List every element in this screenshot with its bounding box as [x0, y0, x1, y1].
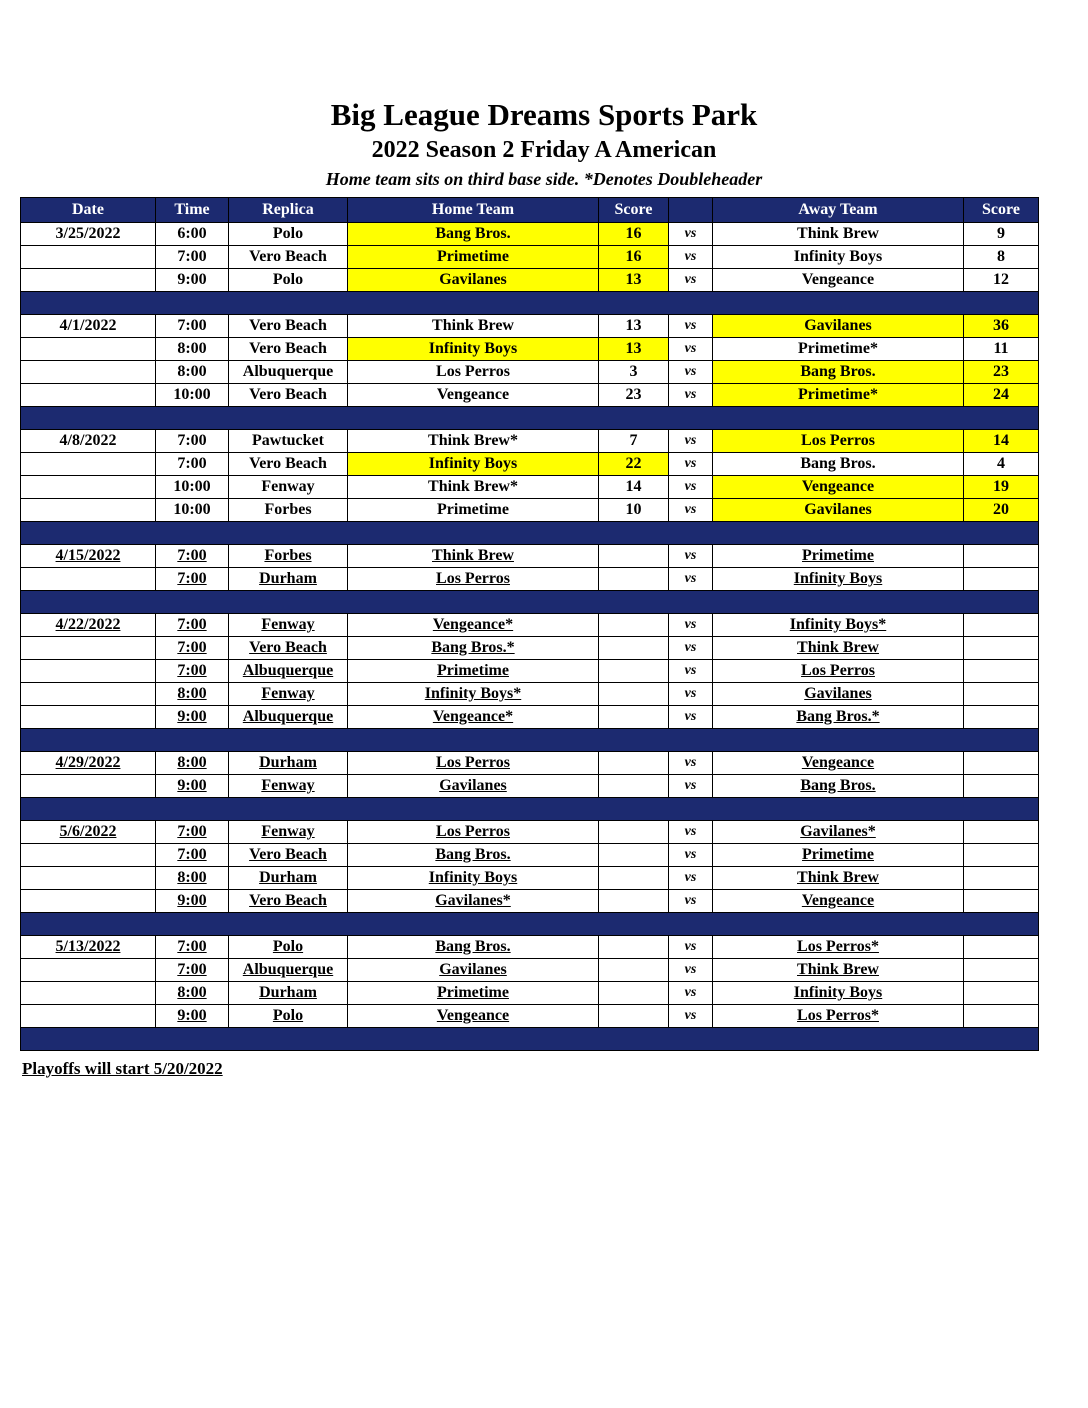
vs-label: vs	[669, 706, 713, 729]
header-date: Date	[21, 198, 156, 223]
away-score-cell	[964, 568, 1039, 591]
away-score-cell	[964, 890, 1039, 913]
away-team-cell: Infinity Boys	[713, 982, 964, 1005]
game-row	[21, 959, 1039, 982]
away-score-cell	[964, 660, 1039, 683]
date-cell	[21, 453, 156, 476]
away-team-cell: Infinity Boys*	[713, 614, 964, 637]
home-team-cell: Think Brew	[348, 545, 599, 568]
away-score-cell: 23	[964, 361, 1039, 384]
game-row	[21, 430, 1039, 453]
vs-label: vs	[669, 223, 713, 246]
game-row	[21, 844, 1039, 867]
vs-label: vs	[669, 775, 713, 798]
separator-bar	[21, 522, 1039, 545]
time-cell: 7:00	[156, 614, 229, 637]
replica-cell: Polo	[229, 1005, 348, 1028]
group-separator	[21, 522, 1039, 545]
home-team-cell: Los Perros	[348, 821, 599, 844]
home-score-cell: 13	[599, 315, 669, 338]
away-score-cell: 20	[964, 499, 1039, 522]
home-team-cell: Infinity Boys	[348, 338, 599, 361]
game-row	[21, 476, 1039, 499]
vs-label: vs	[669, 315, 713, 338]
separator-bar	[21, 798, 1039, 821]
vs-label: vs	[669, 844, 713, 867]
date-cell: 3/25/2022	[21, 223, 156, 246]
vs-label: vs	[669, 453, 713, 476]
time-cell: 8:00	[156, 361, 229, 384]
away-team-cell: Think Brew	[713, 637, 964, 660]
schedule-table	[20, 197, 1039, 1051]
header-replica: Replica	[229, 198, 348, 223]
home-score-cell	[599, 614, 669, 637]
replica-cell: Vero Beach	[229, 637, 348, 660]
home-team-cell: Bang Bros.	[348, 844, 599, 867]
away-score-cell: 24	[964, 384, 1039, 407]
vs-label: vs	[669, 476, 713, 499]
home-team-cell: Think Brew	[348, 315, 599, 338]
away-score-cell	[964, 637, 1039, 660]
away-team-cell: Gavilanes	[713, 499, 964, 522]
away-score-cell	[964, 706, 1039, 729]
away-team-cell: Primetime	[713, 844, 964, 867]
home-team-cell: Los Perros	[348, 568, 599, 591]
table-header-row	[21, 198, 1039, 223]
away-score-cell	[964, 752, 1039, 775]
date-cell	[21, 1005, 156, 1028]
game-row	[21, 361, 1039, 384]
time-cell: 7:00	[156, 453, 229, 476]
group-separator	[21, 798, 1039, 821]
vs-label: vs	[669, 1005, 713, 1028]
away-score-cell: 9	[964, 223, 1039, 246]
away-score-cell: 4	[964, 453, 1039, 476]
date-cell	[21, 844, 156, 867]
replica-cell: Polo	[229, 269, 348, 292]
away-score-cell: 19	[964, 476, 1039, 499]
group-separator	[21, 292, 1039, 315]
date-cell: 4/29/2022	[21, 752, 156, 775]
separator-bar	[21, 292, 1039, 315]
game-row	[21, 660, 1039, 683]
time-cell: 7:00	[156, 821, 229, 844]
home-score-cell	[599, 637, 669, 660]
time-cell: 8:00	[156, 867, 229, 890]
replica-cell: Fenway	[229, 614, 348, 637]
page-subtitle: 2022 Season 2 Friday A American	[371, 136, 717, 163]
away-score-cell	[964, 936, 1039, 959]
home-team-cell: Vengeance*	[348, 614, 599, 637]
time-cell: 7:00	[156, 637, 229, 660]
away-team-cell: Think Brew	[713, 223, 964, 246]
vs-label: vs	[669, 430, 713, 453]
replica-cell: Vero Beach	[229, 844, 348, 867]
home-team-cell: Los Perros	[348, 361, 599, 384]
away-team-cell: Gavilanes*	[713, 821, 964, 844]
replica-cell: Fenway	[229, 683, 348, 706]
home-team-cell: Infinity Boys*	[348, 683, 599, 706]
away-team-cell: Bang Bros.	[713, 775, 964, 798]
replica-cell: Polo	[229, 223, 348, 246]
vs-label: vs	[669, 499, 713, 522]
date-cell: 4/1/2022	[21, 315, 156, 338]
vs-label: vs	[669, 361, 713, 384]
header-away-score: Score	[964, 198, 1039, 223]
date-cell	[21, 775, 156, 798]
home-team-cell: Primetime	[348, 660, 599, 683]
header-away-team: Away Team	[713, 198, 964, 223]
time-cell: 8:00	[156, 683, 229, 706]
time-cell: 9:00	[156, 269, 229, 292]
home-team-cell: Vengeance*	[348, 706, 599, 729]
vs-label: vs	[669, 982, 713, 1005]
header-time: Time	[156, 198, 229, 223]
home-team-cell: Vengeance	[348, 384, 599, 407]
game-row	[21, 614, 1039, 637]
replica-cell: Albuquerque	[229, 706, 348, 729]
home-score-cell	[599, 775, 669, 798]
game-row	[21, 499, 1039, 522]
away-score-cell	[964, 545, 1039, 568]
away-score-cell: 36	[964, 315, 1039, 338]
separator-bar	[21, 1028, 1039, 1051]
home-team-cell: Gavilanes	[348, 959, 599, 982]
away-team-cell: Vengeance	[713, 752, 964, 775]
away-score-cell	[964, 1005, 1039, 1028]
date-cell	[21, 660, 156, 683]
time-cell: 8:00	[156, 982, 229, 1005]
away-score-cell: 11	[964, 338, 1039, 361]
away-team-cell: Bang Bros.	[713, 453, 964, 476]
date-cell: 5/6/2022	[21, 821, 156, 844]
date-cell	[21, 361, 156, 384]
home-team-cell: Bang Bros.	[348, 223, 599, 246]
time-cell: 8:00	[156, 338, 229, 361]
away-team-cell: Los Perros*	[713, 1005, 964, 1028]
date-cell	[21, 269, 156, 292]
header-home-team: Home Team	[348, 198, 599, 223]
home-score-cell: 23	[599, 384, 669, 407]
away-team-cell: Gavilanes	[713, 683, 964, 706]
away-score-cell	[964, 821, 1039, 844]
group-separator	[21, 1028, 1039, 1051]
away-team-cell: Los Perros	[713, 430, 964, 453]
header-vs	[669, 198, 713, 223]
home-score-cell	[599, 706, 669, 729]
game-row	[21, 315, 1039, 338]
date-cell	[21, 384, 156, 407]
away-score-cell	[964, 867, 1039, 890]
replica-cell: Durham	[229, 752, 348, 775]
time-cell: 7:00	[156, 246, 229, 269]
replica-cell: Polo	[229, 936, 348, 959]
date-cell	[21, 890, 156, 913]
away-team-cell: Los Perros	[713, 660, 964, 683]
vs-label: vs	[669, 683, 713, 706]
vs-label: vs	[669, 890, 713, 913]
playoffs-note: Playoffs will start 5/20/2022	[22, 1059, 223, 1079]
home-team-cell: Primetime	[348, 246, 599, 269]
vs-label: vs	[669, 338, 713, 361]
replica-cell: Albuquerque	[229, 959, 348, 982]
vs-label: vs	[669, 568, 713, 591]
home-score-cell: 16	[599, 246, 669, 269]
date-cell	[21, 982, 156, 1005]
replica-cell: Durham	[229, 867, 348, 890]
away-score-cell	[964, 683, 1039, 706]
home-team-cell: Vengeance	[348, 1005, 599, 1028]
replica-cell: Forbes	[229, 545, 348, 568]
date-cell	[21, 637, 156, 660]
away-team-cell: Think Brew	[713, 867, 964, 890]
page-title: Big League Dreams Sports Park	[330, 97, 758, 132]
home-team-cell: Bang Bros.	[348, 936, 599, 959]
home-score-cell	[599, 752, 669, 775]
date-cell	[21, 683, 156, 706]
away-team-cell: Infinity Boys	[713, 568, 964, 591]
time-cell: 7:00	[156, 568, 229, 591]
home-team-cell: Gavilanes	[348, 269, 599, 292]
page-note: Home team sits on third base side. *Denotes Doubleheader	[325, 169, 763, 190]
game-row	[21, 890, 1039, 913]
vs-label: vs	[669, 545, 713, 568]
game-row	[21, 982, 1039, 1005]
time-cell: 10:00	[156, 476, 229, 499]
time-cell: 9:00	[156, 1005, 229, 1028]
away-team-cell: Gavilanes	[713, 315, 964, 338]
game-row	[21, 545, 1039, 568]
away-team-cell: Vengeance	[713, 890, 964, 913]
home-score-cell	[599, 844, 669, 867]
vs-label: vs	[669, 752, 713, 775]
time-cell: 7:00	[156, 660, 229, 683]
date-cell	[21, 959, 156, 982]
date-cell: 4/8/2022	[21, 430, 156, 453]
home-score-cell	[599, 982, 669, 1005]
replica-cell: Vero Beach	[229, 453, 348, 476]
home-score-cell	[599, 867, 669, 890]
away-score-cell	[964, 982, 1039, 1005]
home-team-cell: Bang Bros.*	[348, 637, 599, 660]
time-cell: 10:00	[156, 384, 229, 407]
home-team-cell: Infinity Boys	[348, 867, 599, 890]
time-cell: 7:00	[156, 844, 229, 867]
away-score-cell	[964, 844, 1039, 867]
separator-bar	[21, 729, 1039, 752]
group-separator	[21, 407, 1039, 430]
date-cell	[21, 476, 156, 499]
vs-label: vs	[669, 959, 713, 982]
away-team-cell: Primetime*	[713, 384, 964, 407]
header-home-score: Score	[599, 198, 669, 223]
game-row	[21, 453, 1039, 476]
home-score-cell	[599, 936, 669, 959]
separator-bar	[21, 407, 1039, 430]
separator-bar	[21, 591, 1039, 614]
time-cell: 7:00	[156, 545, 229, 568]
time-cell: 9:00	[156, 775, 229, 798]
away-score-cell: 8	[964, 246, 1039, 269]
date-cell	[21, 867, 156, 890]
game-row	[21, 246, 1039, 269]
home-score-cell: 10	[599, 499, 669, 522]
home-score-cell: 13	[599, 269, 669, 292]
time-cell: 10:00	[156, 499, 229, 522]
away-score-cell: 14	[964, 430, 1039, 453]
home-score-cell	[599, 683, 669, 706]
replica-cell: Vero Beach	[229, 246, 348, 269]
home-score-cell	[599, 660, 669, 683]
date-cell	[21, 246, 156, 269]
date-cell: 4/15/2022	[21, 545, 156, 568]
home-score-cell	[599, 821, 669, 844]
time-cell: 7:00	[156, 315, 229, 338]
date-cell	[21, 706, 156, 729]
time-cell: 7:00	[156, 936, 229, 959]
vs-label: vs	[669, 867, 713, 890]
time-cell: 7:00	[156, 430, 229, 453]
away-team-cell: Infinity Boys	[713, 246, 964, 269]
date-cell: 5/13/2022	[21, 936, 156, 959]
game-row	[21, 683, 1039, 706]
replica-cell: Fenway	[229, 476, 348, 499]
replica-cell: Forbes	[229, 499, 348, 522]
vs-label: vs	[669, 384, 713, 407]
away-team-cell: Primetime*	[713, 338, 964, 361]
away-score-cell	[964, 775, 1039, 798]
date-cell	[21, 499, 156, 522]
replica-cell: Fenway	[229, 821, 348, 844]
replica-cell: Pawtucket	[229, 430, 348, 453]
game-row	[21, 269, 1039, 292]
home-score-cell	[599, 568, 669, 591]
away-team-cell: Los Perros*	[713, 936, 964, 959]
home-score-cell: 7	[599, 430, 669, 453]
home-score-cell: 22	[599, 453, 669, 476]
vs-label: vs	[669, 936, 713, 959]
time-cell: 9:00	[156, 706, 229, 729]
away-score-cell	[964, 614, 1039, 637]
time-cell: 9:00	[156, 890, 229, 913]
replica-cell: Durham	[229, 982, 348, 1005]
home-team-cell: Los Perros	[348, 752, 599, 775]
replica-cell: Albuquerque	[229, 361, 348, 384]
game-row	[21, 867, 1039, 890]
away-team-cell: Vengeance	[713, 269, 964, 292]
replica-cell: Durham	[229, 568, 348, 591]
away-score-cell: 12	[964, 269, 1039, 292]
group-separator	[21, 913, 1039, 936]
replica-cell: Vero Beach	[229, 890, 348, 913]
game-row	[21, 1005, 1039, 1028]
vs-label: vs	[669, 660, 713, 683]
time-cell: 7:00	[156, 959, 229, 982]
replica-cell: Vero Beach	[229, 338, 348, 361]
away-team-cell: Primetime	[713, 545, 964, 568]
home-score-cell: 3	[599, 361, 669, 384]
away-team-cell: Bang Bros.	[713, 361, 964, 384]
group-separator	[21, 591, 1039, 614]
home-score-cell: 14	[599, 476, 669, 499]
home-team-cell: Gavilanes	[348, 775, 599, 798]
home-team-cell: Gavilanes*	[348, 890, 599, 913]
date-cell	[21, 338, 156, 361]
game-row	[21, 223, 1039, 246]
time-cell: 8:00	[156, 752, 229, 775]
game-row	[21, 568, 1039, 591]
date-cell: 4/22/2022	[21, 614, 156, 637]
group-separator	[21, 729, 1039, 752]
game-row	[21, 775, 1039, 798]
away-team-cell: Bang Bros.*	[713, 706, 964, 729]
away-score-cell	[964, 959, 1039, 982]
game-row	[21, 821, 1039, 844]
vs-label: vs	[669, 614, 713, 637]
game-row	[21, 637, 1039, 660]
game-row	[21, 384, 1039, 407]
game-row	[21, 706, 1039, 729]
home-score-cell	[599, 890, 669, 913]
replica-cell: Albuquerque	[229, 660, 348, 683]
home-score-cell: 13	[599, 338, 669, 361]
replica-cell: Vero Beach	[229, 315, 348, 338]
home-team-cell: Infinity Boys	[348, 453, 599, 476]
home-team-cell: Think Brew*	[348, 476, 599, 499]
away-team-cell: Vengeance	[713, 476, 964, 499]
time-cell: 6:00	[156, 223, 229, 246]
home-team-cell: Think Brew*	[348, 430, 599, 453]
vs-label: vs	[669, 821, 713, 844]
vs-label: vs	[669, 637, 713, 660]
home-score-cell: 16	[599, 223, 669, 246]
vs-label: vs	[669, 269, 713, 292]
away-team-cell: Think Brew	[713, 959, 964, 982]
replica-cell: Vero Beach	[229, 384, 348, 407]
game-row	[21, 338, 1039, 361]
replica-cell: Fenway	[229, 775, 348, 798]
home-score-cell	[599, 1005, 669, 1028]
game-row	[21, 752, 1039, 775]
separator-bar	[21, 913, 1039, 936]
home-team-cell: Primetime	[348, 499, 599, 522]
home-team-cell: Primetime	[348, 982, 599, 1005]
home-score-cell	[599, 959, 669, 982]
home-score-cell	[599, 545, 669, 568]
date-cell	[21, 568, 156, 591]
vs-label: vs	[669, 246, 713, 269]
schedule-body	[21, 223, 1039, 1051]
game-row	[21, 936, 1039, 959]
